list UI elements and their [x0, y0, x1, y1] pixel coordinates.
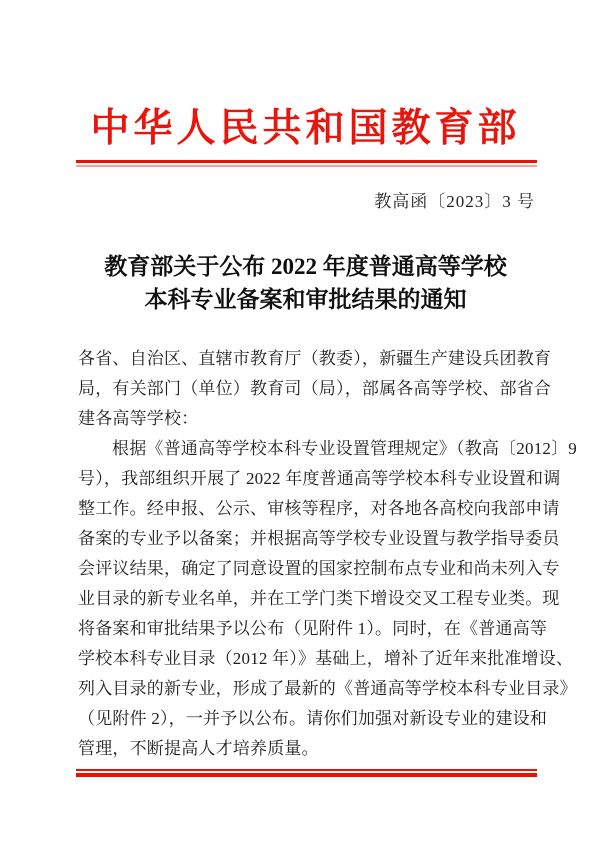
salutation-line: 局，有关部门（单位）教育司（局），部属各高等学校、部省合 — [78, 379, 552, 398]
footer-rule — [76, 769, 537, 777]
paragraph-line: 列入目录的新专业，形成了最新的《普通高等学校本科专业目录》 — [78, 679, 577, 698]
notice-title-line-2: 本科专业备案和审批结果的通知 — [144, 287, 467, 312]
paragraph-line: 学校本科专业目录（2012 年）》基础上，增补了近年来批准增设、 — [78, 649, 574, 668]
header-rule — [76, 160, 537, 167]
paragraph-line: 业目录的新专业名单，并在工学门类下增设交叉工程专业类。现 — [78, 589, 560, 608]
notice-title — [0, 250, 611, 316]
salutation-line: 建各高等学校： — [78, 409, 199, 428]
paragraph-line: 备案的专业予以备案；并根据高等学校专业设置与教学指导委员 — [78, 529, 560, 548]
letterhead-title: 中华人民共和国教育部 — [90, 107, 521, 150]
footer-rule-thick-line — [76, 773, 537, 777]
paragraph-line: 号），我部组织开展了 2022 年度普通高等学校本科专业设置和调 — [78, 469, 561, 488]
body-text — [78, 344, 577, 764]
paragraph-line: 根据《普通高等学校本科专业设置管理规定》（教高〔2012〕9 — [112, 439, 577, 458]
paragraph-line: 将备案和审批结果予以公布（见附件 1）。同时，在《普通高等 — [78, 619, 548, 638]
header-rule-thin-line — [76, 165, 537, 167]
paragraph-line: （见附件 2），一并予以公布。请你们加强对新设专业的建设和 — [78, 709, 548, 728]
paragraph-line: 整工作。经申报、公示、审核等程序，对各地各高校向我部申请 — [78, 499, 560, 518]
paragraph-line: 会评议结果，确定了同意设置的国家控制布点专业和尚未列入专 — [78, 559, 560, 578]
paragraph-line: 管理，不断提高人才培养质量。 — [78, 739, 319, 758]
document-number: 教高函〔2023〕3 号 — [374, 192, 535, 211]
notice-title-line-1: 教育部关于公布 2022 年度普通高等学校 — [104, 254, 507, 279]
salutation-line: 各省、自治区、直辖市教育厅（教委），新疆生产建设兵团教育 — [78, 349, 552, 368]
